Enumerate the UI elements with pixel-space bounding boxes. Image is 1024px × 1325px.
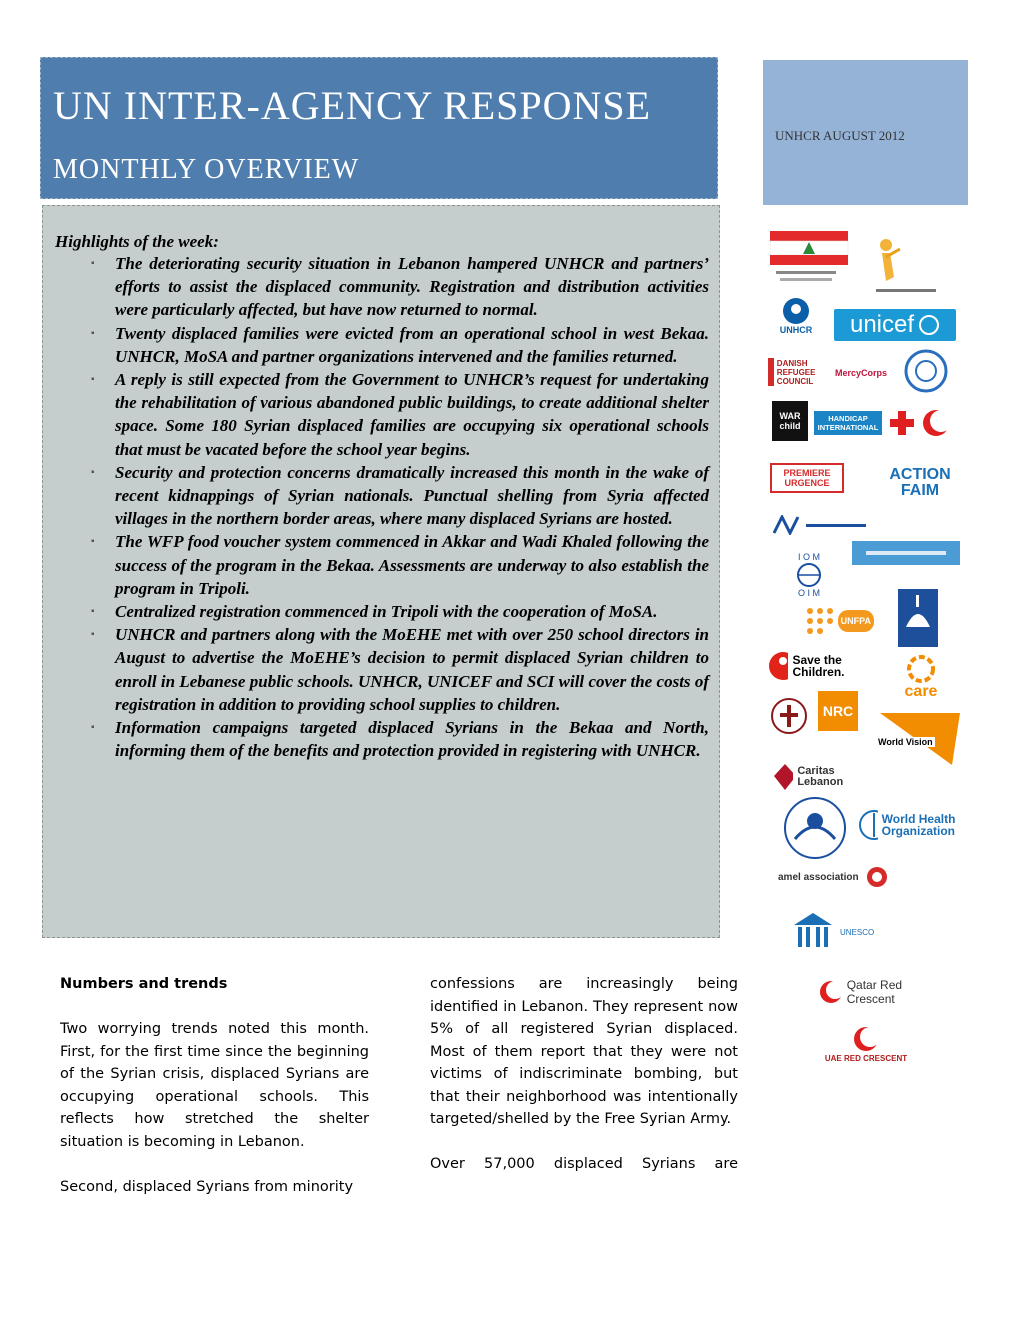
highlights-title: Highlights of the week: (55, 232, 219, 251)
list-item: ▪ Centralized registration commenced in Tripoli with the cooperation of MoSA. (91, 600, 709, 623)
premiere-urgence-logo: PREMIERE URGENCE (770, 463, 844, 493)
paragraph: confessions are increasingly being identified in Lebanon. They represent now 5% of all registered Syrian displaced. Most of them report that they were not victims of indiscriminate bombing, but that their neighborhood was intentionally targeted/shelled by the Free Syrian Army. (430, 976, 738, 1127)
crescent-icon (853, 1024, 879, 1054)
who-logo: World Health Organization (858, 807, 974, 843)
paragraph: Over 57,000 displaced Syrians are (430, 1156, 738, 1172)
unhcr-logo: UNHCR (768, 293, 824, 339)
iom-globe-icon (796, 562, 822, 588)
drc-logo: DANISH REFUGEE COUNCIL (768, 357, 830, 387)
amel-heart-icon (865, 865, 889, 889)
warchild-logo: WAR child (772, 401, 808, 441)
list-item: ▪ UNHCR and partners along with the MoEHE met with over 250 school directors in August to advertise the MoEHE’s decision to permit displaced Syrian children to enroll in Lebanese public schools. UNHCR, UNICEF and SCI will cover the costs of registration in addition to providing school supplies to children. (91, 625, 709, 714)
list-item: ▪ Information campaigns targeted displaced Syrians in the Bekaa and North, informing them of the benefits and protection provided in registering with UNHCR. (91, 718, 709, 761)
caritas-logo: Caritas Lebanon (772, 761, 868, 793)
lebanon-flag-logo (770, 231, 850, 291)
uae-red-crescent-logo: UAE RED CRESCENT (786, 1015, 946, 1071)
nrc-logo: NRC (818, 691, 858, 731)
red-cross-crescent-icon (890, 405, 952, 441)
paragraph: Two worrying trends noted this month. First, for the first time since the beginning of the Syrian crisis, displaced Syrians are occupying operational schools. This reflects how stretched the shelter situation is becoming in Lebanon. (60, 1021, 369, 1150)
unicef-logo: unicef (834, 309, 956, 341)
mercycorps-logo: MercyCorps (834, 368, 888, 378)
paragraph: Second, displaced Syrians from minority (60, 1178, 354, 1195)
unicef-globe-icon (918, 314, 940, 336)
care-hands-icon (906, 655, 936, 683)
highlights-box (42, 205, 720, 938)
red-cross-circle-logo (770, 697, 808, 735)
caritas-flame-icon (772, 762, 793, 792)
square-bullet-icon: ▪ (91, 258, 95, 269)
list-item: ▪ A reply is still expected from the Government to UNHCR’s request for undertaking the rehabilitation of various abandoned public buildings, to create additional shelter space. Some 180 Syrian displaced families are occupying six operational schools that must be vacated before the school year begins. (91, 370, 709, 459)
action-contre-la-faim-logo: ACTION FAIM (889, 466, 951, 499)
unesco-temple-icon (792, 911, 834, 953)
care-logo: care (896, 653, 946, 703)
square-bullet-icon: ▪ (91, 327, 95, 339)
square-bullet-icon: ▪ (91, 629, 95, 641)
list-item: ▪ Security and protection concerns dramatically increased this month in the wake of recent kidnappings of Syrian nationals. Punctual shelling from Syria affected villages in the northern border areas, where many displaced Syrians are hosted. (91, 462, 709, 529)
organization-seal-logo (780, 795, 850, 861)
handicap-international-logo: HANDICAP INTERNATIONAL (814, 411, 882, 435)
partner-org-logo (772, 513, 872, 537)
save-the-children-emblem-icon (768, 651, 788, 681)
world-vision-logo: World Vision (872, 709, 962, 765)
unfpa-dots-icon (802, 603, 838, 639)
section-title: Numbers and trends (60, 976, 228, 992)
who-emblem-icon (858, 809, 878, 841)
amel-association-logo: amel association (778, 863, 898, 891)
ministry-social-affairs-logo (872, 237, 942, 301)
mouvement-social-logo (852, 541, 960, 565)
report-header (40, 57, 718, 199)
unhcr-emblem-icon (782, 297, 810, 325)
wfp-emblem-logo (902, 347, 950, 395)
crescent-icon (818, 979, 843, 1005)
unfpa-logo: UNFPA (802, 603, 874, 639)
square-bullet-icon: ▪ (91, 374, 95, 386)
unesco-logo: UNESCO (792, 907, 942, 957)
partner-logos (762, 225, 982, 1095)
org-emblem-icon (772, 515, 802, 535)
report-date: UNHCR AUGUST 2012 (775, 128, 905, 143)
square-bullet-icon: ▪ (91, 606, 95, 618)
body-column-2 (430, 973, 738, 1198)
list-item: ▪ The WFP food voucher system commenced in Akkar and Wadi Khaled following the success of the program in the Bekaa. Assessments are underway to also establish the program in Tripoli. (91, 532, 709, 598)
report-title: UN INTER-AGENCY RESPONSE (53, 83, 652, 128)
qatar-red-crescent-logo: Qatar Red Crescent (818, 975, 948, 1009)
date-box (763, 60, 968, 205)
iom-logo: I O M O I M (798, 552, 820, 598)
report-subtitle: MONTHLY OVERVIEW (53, 154, 360, 185)
list-item: ▪ Twenty displaced families were evicted from an operational school in west Bekaa. UNHCR, MoSA and partner organizations intervened and the families returned. (91, 323, 709, 366)
square-bullet-icon: ▪ (91, 466, 95, 478)
body-column-1 (60, 973, 369, 1221)
mosque-emblem-logo (896, 587, 940, 649)
save-the-children-logo: Save the Children. (768, 649, 864, 683)
square-bullet-icon: ▪ (91, 536, 95, 548)
list-item: ▪ The deteriorating security situation in Lebanon hampered UNHCR and partners’ efforts to assist the displaced community. Registration and distribution activities were particularly affected, but have now returned to normal. (91, 254, 709, 320)
highlights-list (91, 252, 709, 762)
square-bullet-icon: ▪ (91, 722, 95, 734)
